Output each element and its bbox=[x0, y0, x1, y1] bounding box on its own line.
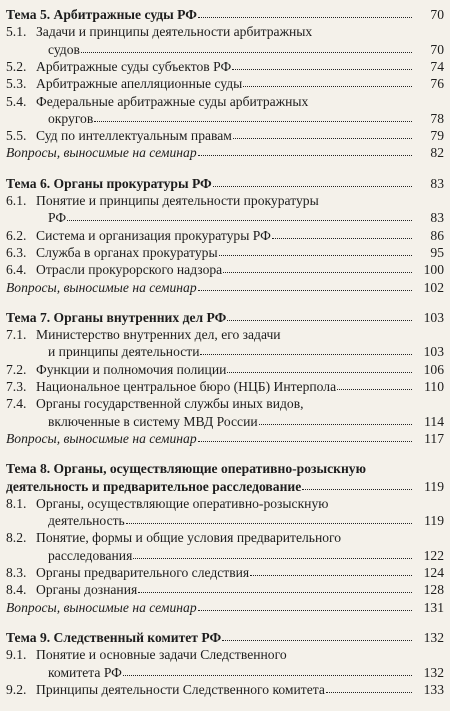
toc-page-number: 79 bbox=[430, 128, 444, 144]
toc-page-number: 74 bbox=[430, 58, 444, 74]
toc-questions-title: Вопросы, выносимые на семинар bbox=[6, 599, 412, 616]
toc-page-number: 100 bbox=[423, 262, 444, 278]
toc-page-number: 70 bbox=[430, 41, 444, 57]
toc-item-number: 5.2. bbox=[6, 58, 27, 74]
toc-page-number: 76 bbox=[430, 76, 444, 92]
toc-line bbox=[0, 460, 450, 477]
toc-item-title: Понятие, формы и общие условия предварительного bbox=[36, 530, 342, 546]
toc-questions-title: Вопросы, выносимые на семинар bbox=[6, 279, 412, 296]
dot-leader bbox=[233, 127, 412, 139]
toc-topic-title: Тема 5. Арбитражные суды РФ bbox=[6, 6, 412, 23]
toc-item-title: и принципы деятельности bbox=[48, 343, 412, 360]
toc-page-number: 103 bbox=[423, 309, 444, 325]
toc-line bbox=[0, 343, 450, 360]
toc-item-number: 8.3. bbox=[6, 565, 27, 580]
toc-topic-title: Тема 9. Следственный комитет РФ bbox=[6, 629, 412, 646]
dot-leader bbox=[326, 681, 412, 693]
dot-leader bbox=[198, 279, 412, 291]
dot-leader bbox=[302, 478, 412, 490]
toc-line bbox=[0, 378, 450, 395]
dot-leader bbox=[123, 664, 412, 676]
toc-line bbox=[0, 599, 450, 616]
toc-page-number: 103 bbox=[423, 344, 444, 360]
toc-line bbox=[0, 395, 450, 412]
toc-line bbox=[0, 326, 450, 343]
dot-leader bbox=[250, 564, 412, 576]
dot-leader bbox=[259, 413, 412, 425]
dot-leader bbox=[198, 6, 412, 18]
toc-page-number: 95 bbox=[430, 244, 444, 260]
toc-item-title: Отрасли прокурорского надзора bbox=[36, 261, 412, 278]
dot-leader bbox=[67, 209, 412, 221]
toc-line bbox=[0, 144, 450, 161]
toc-page-number: 83 bbox=[430, 210, 444, 226]
toc-topic-title: Тема 8. Органы, осуществляющие оперативно-розыскную bbox=[6, 461, 366, 477]
toc-line bbox=[0, 261, 450, 278]
toc-item-title: Задачи и принципы деятельности арбитражных bbox=[36, 24, 313, 40]
dot-leader bbox=[198, 599, 412, 611]
dot-leader bbox=[198, 430, 412, 442]
toc-item-title: Арбитражные апелляционные суды bbox=[36, 75, 412, 92]
toc-item-number: 7.3. bbox=[6, 379, 27, 394]
toc-page-number: 82 bbox=[430, 145, 444, 161]
dot-leader bbox=[223, 261, 412, 273]
toc-item-title: Суд по интеллектуальным правам bbox=[36, 127, 412, 144]
toc-page-number: 117 bbox=[424, 430, 444, 446]
dot-leader bbox=[200, 343, 412, 355]
toc-line bbox=[0, 6, 450, 23]
dot-leader bbox=[81, 41, 412, 53]
toc-page-number: 70 bbox=[430, 7, 444, 22]
toc-item-title: Понятие и принципы деятельности прокуратуры bbox=[36, 193, 319, 208]
toc-line bbox=[0, 75, 450, 92]
toc-line bbox=[0, 478, 450, 495]
toc-line bbox=[0, 110, 450, 127]
dot-leader bbox=[222, 629, 412, 641]
toc-item-title: деятельность bbox=[48, 512, 412, 529]
toc-page-number: 132 bbox=[423, 664, 444, 680]
toc-item-number: 6.1. bbox=[6, 193, 27, 208]
toc-item-title: Принципы деятельности Следственного комитета bbox=[36, 681, 412, 698]
dot-leader bbox=[227, 309, 412, 321]
toc-topic-title: Тема 7. Органы внутренних дел РФ bbox=[6, 309, 412, 326]
toc-questions-title: Вопросы, выносимые на семинар bbox=[6, 430, 412, 447]
toc-item-number: 5.4. bbox=[6, 93, 27, 109]
toc-line bbox=[0, 646, 450, 663]
toc-page-number: 119 bbox=[424, 478, 444, 494]
toc-item-number: 8.4. bbox=[6, 582, 27, 598]
toc-page-number: 78 bbox=[430, 110, 444, 126]
toc-line bbox=[0, 529, 450, 546]
toc-line bbox=[0, 244, 450, 261]
toc-item-number: 6.2. bbox=[6, 227, 27, 243]
dot-leader bbox=[219, 244, 412, 256]
toc-line bbox=[0, 93, 450, 110]
dot-leader bbox=[243, 75, 412, 87]
toc-item-number: 9.1. bbox=[6, 647, 27, 663]
toc-page-number: 133 bbox=[423, 681, 444, 697]
toc-line bbox=[0, 512, 450, 529]
dot-leader bbox=[198, 144, 412, 156]
toc-item-number: 7.1. bbox=[6, 327, 27, 343]
toc-topic-title: Тема 6. Органы прокуратуры РФ bbox=[6, 175, 412, 192]
toc-item-title: Органы государственной службы иных видов, bbox=[36, 396, 304, 412]
toc-item-number: 6.3. bbox=[6, 244, 27, 260]
toc-line bbox=[0, 192, 450, 209]
toc-page-number: 86 bbox=[430, 227, 444, 243]
toc-line bbox=[0, 41, 450, 58]
toc-item-number: 9.2. bbox=[6, 681, 27, 697]
toc-item-number: 8.1. bbox=[6, 495, 27, 511]
toc-item-title: судов bbox=[48, 41, 412, 58]
toc-line bbox=[0, 279, 450, 296]
toc-item-title: Понятие и основные задачи Следственного bbox=[36, 647, 287, 663]
toc-item-title: Министерство внутренних дел, его задачи bbox=[36, 327, 281, 343]
toc-item-number: 5.1. bbox=[6, 24, 27, 40]
toc-line bbox=[0, 547, 450, 564]
toc-line bbox=[0, 209, 450, 226]
toc-item-number: 5.3. bbox=[6, 76, 27, 92]
toc-item-title: Система и организация прокуратуры РФ bbox=[36, 227, 412, 244]
toc-line bbox=[0, 495, 450, 512]
dot-leader bbox=[337, 378, 412, 390]
toc-page-number: 110 bbox=[424, 379, 444, 394]
toc-item-number: 6.4. bbox=[6, 262, 27, 278]
toc-page-number: 102 bbox=[423, 279, 444, 295]
toc-questions-title: Вопросы, выносимые на семинар bbox=[6, 144, 412, 161]
dot-leader bbox=[133, 547, 412, 559]
toc-page-number: 124 bbox=[423, 565, 444, 580]
toc-line bbox=[0, 430, 450, 447]
toc-item-title: Органы предварительного следствия bbox=[36, 564, 412, 581]
toc-item-title: расследования bbox=[48, 547, 412, 564]
toc-item-title: включенные в систему МВД России bbox=[48, 413, 412, 430]
toc-item-number: 7.2. bbox=[6, 361, 27, 377]
toc-line bbox=[0, 309, 450, 326]
toc-item-title: Органы, осуществляющие оперативно-розыскную bbox=[36, 495, 329, 511]
toc-item-title: РФ bbox=[48, 209, 412, 226]
dot-leader bbox=[272, 227, 412, 239]
toc-line bbox=[0, 127, 450, 144]
toc-item-title: Органы дознания bbox=[36, 581, 412, 598]
toc-page-number: 119 bbox=[424, 513, 444, 529]
toc-item-title: Федеральные арбитражные суды арбитражных bbox=[36, 93, 309, 109]
toc-item-title: Арбитражные суды субъектов РФ bbox=[36, 58, 412, 75]
toc-item-number: 7.4. bbox=[6, 396, 27, 412]
toc-item-title: комитета РФ bbox=[48, 664, 412, 681]
toc-topic-title: деятельность и предварительное расследование bbox=[6, 478, 412, 495]
toc-page-number: 131 bbox=[423, 599, 444, 615]
toc-item-title: Служба в органах прокуратуры bbox=[36, 244, 412, 261]
dot-leader bbox=[126, 512, 412, 524]
toc-item-number: 5.5. bbox=[6, 128, 27, 144]
toc-page-number: 122 bbox=[423, 547, 444, 563]
dot-leader bbox=[138, 581, 412, 593]
toc-page-number: 83 bbox=[430, 175, 444, 191]
toc-page-number: 106 bbox=[423, 361, 444, 377]
toc-line bbox=[0, 23, 450, 40]
toc-line bbox=[0, 629, 450, 646]
toc-page-number: 132 bbox=[423, 629, 444, 645]
toc-page-number: 128 bbox=[423, 582, 444, 598]
toc-item-title: Национальное центральное бюро (НЦБ) Интерпола bbox=[36, 378, 412, 395]
dot-leader bbox=[94, 110, 412, 122]
toc-line bbox=[0, 664, 450, 681]
toc-item-number: 8.2. bbox=[6, 530, 27, 546]
toc-line bbox=[0, 681, 450, 698]
dot-leader bbox=[227, 361, 412, 373]
dot-leader bbox=[213, 175, 412, 187]
toc-line bbox=[0, 175, 450, 192]
toc-line bbox=[0, 581, 450, 598]
toc-page-number: 114 bbox=[424, 413, 444, 429]
toc-line bbox=[0, 564, 450, 581]
toc-line bbox=[0, 361, 450, 378]
toc-line bbox=[0, 227, 450, 244]
toc-line bbox=[0, 413, 450, 430]
dot-leader bbox=[232, 58, 412, 70]
toc-item-title: округов bbox=[48, 110, 412, 127]
toc-line bbox=[0, 58, 450, 75]
toc-item-title: Функции и полномочия полиции bbox=[36, 361, 412, 378]
